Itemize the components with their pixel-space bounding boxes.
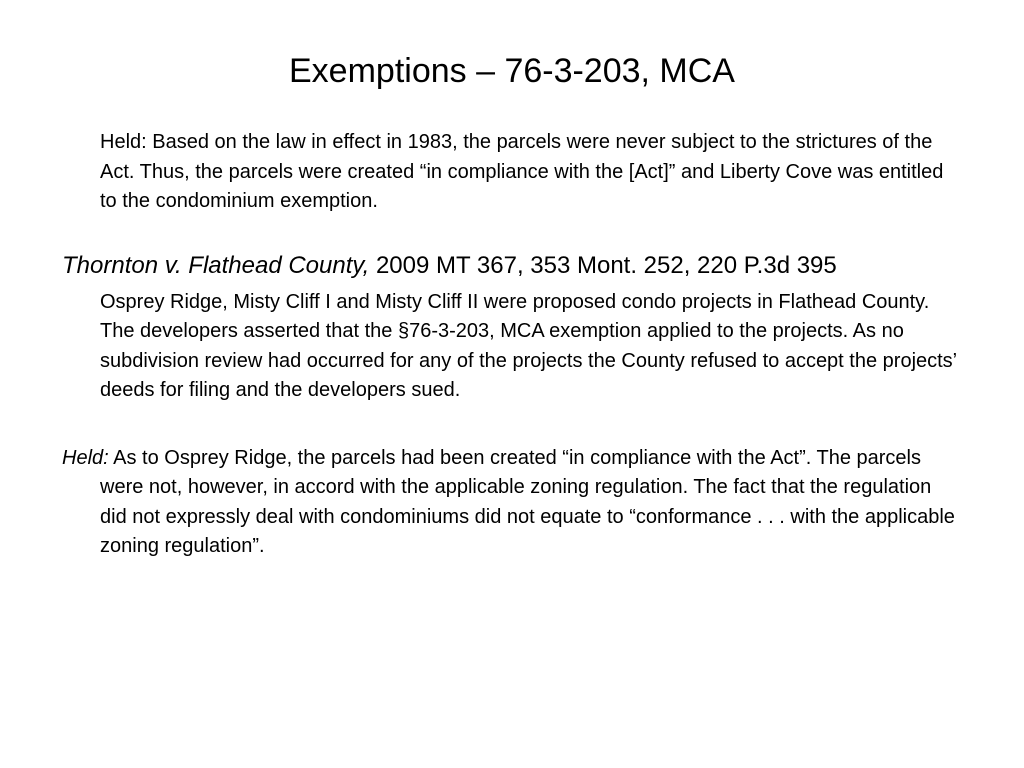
case-facts-paragraph: Osprey Ridge, Misty Cliff I and Misty Cliff II were proposed condo projects in Flathead County. The developers asserted that the §76-3-203, MCA exemption applied to the projects. As no subdivision review had occurred for any of the projects the County refused to accept the projects’ deeds for filing and the developers sued. [100, 290, 957, 401]
case-heading [62, 249, 962, 282]
held-text: As to Osprey Ridge, the parcels had been created “in compliance with the Act”. The parcels were not, however, in accord with the applicable zoning regulation. The fact that the regulation did not expressly deal with condominiums did not equate to “conformance . . . with the applicable zoning regulation”. [100, 446, 955, 557]
held-paragraph-osprey-ridge [62, 444, 962, 562]
case-citation: 2009 MT 367, 353 Mont. 252, 220 P.3d 395 [369, 251, 837, 279]
held-label: Held: [62, 446, 109, 469]
slide-title: Exemptions – 76-3-203, MCA [289, 52, 735, 90]
slide-body [62, 128, 962, 562]
case-name: Thornton v. Flathead County, [62, 251, 370, 279]
held-paragraph-liberty-cove: Held: Based on the law in effect in 1983, the parcels were never subject to the strictures of the Act. Thus, the parcels were created “in compliance with the [Act]” and Liberty Cove was entitled to the condominium exemption. [100, 131, 944, 212]
